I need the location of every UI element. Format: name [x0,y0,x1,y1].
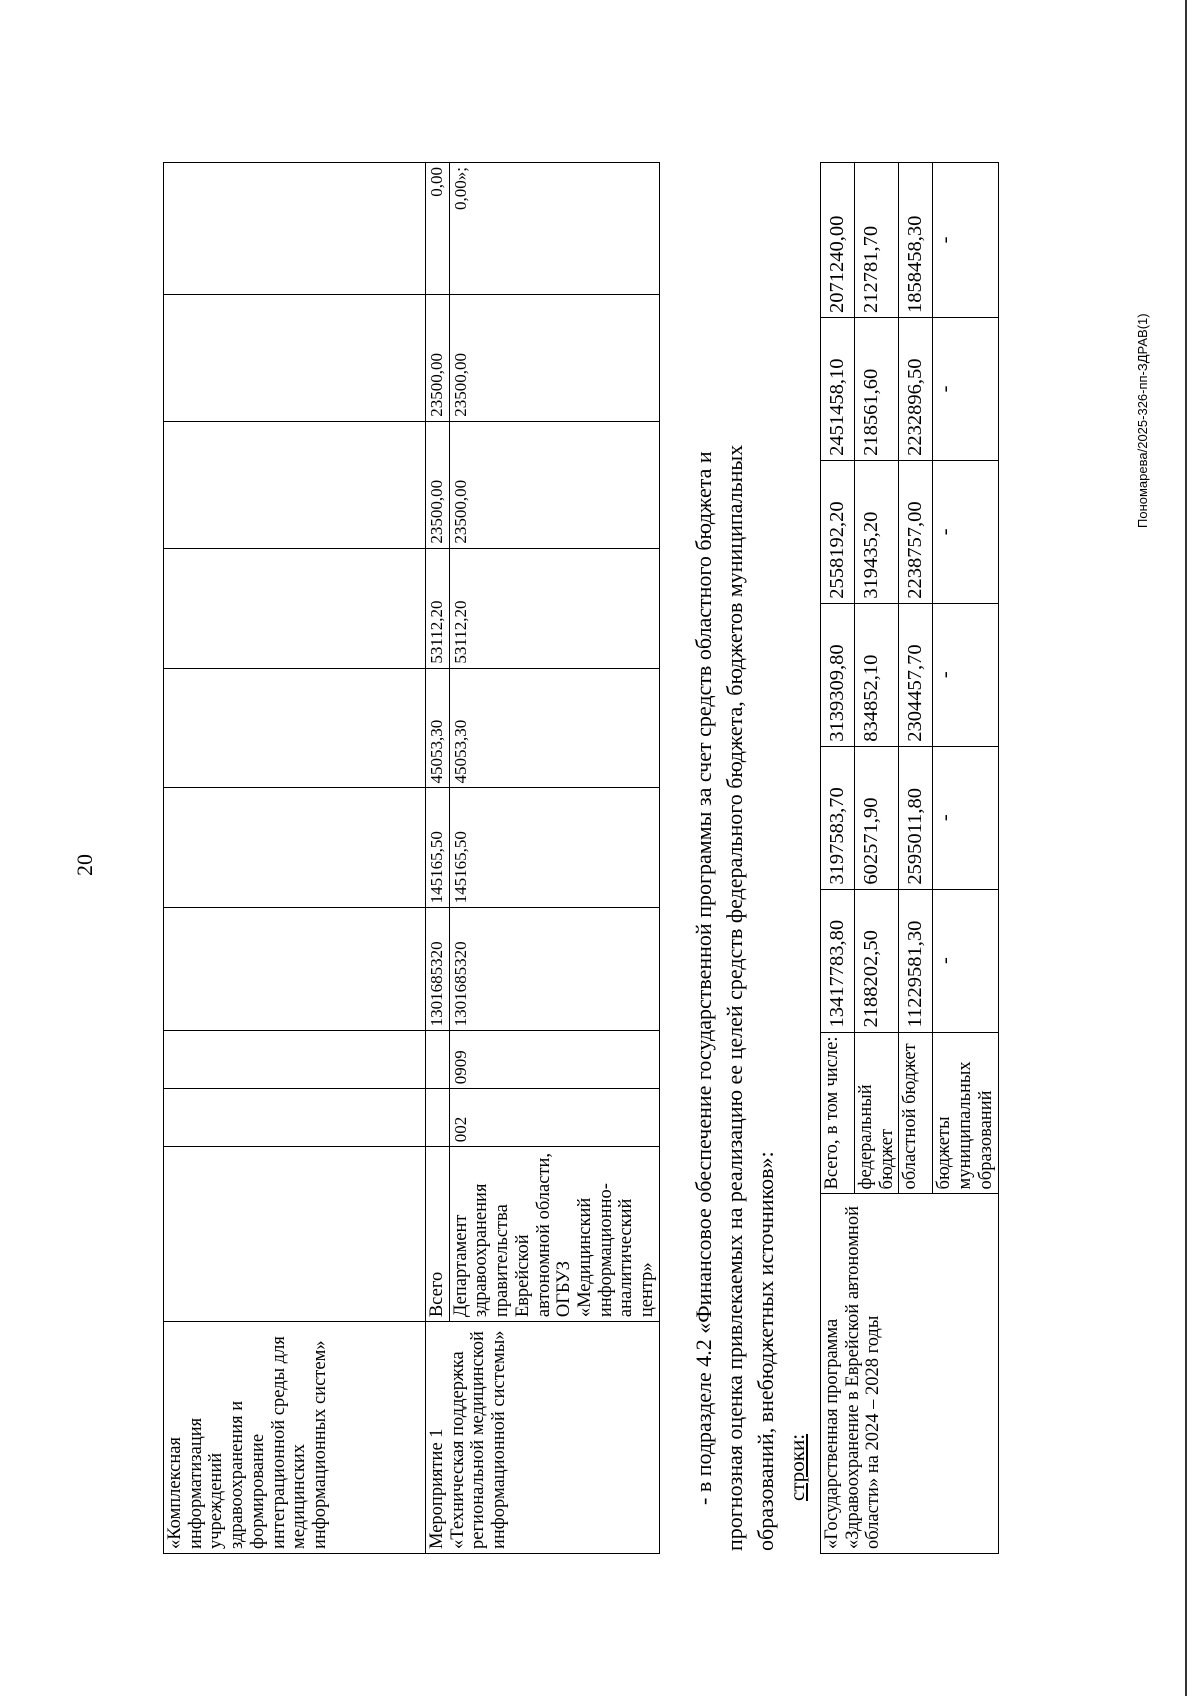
page-number: 20 [72,854,97,876]
value-cell: 145165,50 [426,788,450,908]
rzpr-cell: 0909 [449,1031,659,1089]
value-cell: 23500,00 [449,421,659,548]
value-cell: 212781,70 [854,163,898,318]
value-cell: 23500,00 [426,294,450,421]
value-cell: 145165,50 [449,788,659,908]
paragraph-line: образований, внебюджетных источников»: [753,1151,778,1551]
executor-cell: Департамент здравоохранения правительства Еврейской автономной области, ОГБУЗ «Медицинский информационно-аналитический центр» [449,1147,659,1322]
value-cell: 53112,20 [449,548,659,668]
value-cell: 23500,00 [426,421,450,548]
value-cell: 2595011,80 [899,746,933,889]
value-cell: 2071240,00 [821,163,855,318]
value-cell: - [933,460,998,603]
table-row [164,163,426,1554]
table-row [426,163,450,1554]
value-cell: 13417783,80 [821,889,855,1032]
program-name-cell: «Государственная программа «Здравоохранение в Еврейской автономной области» на 2024 – 2028 годы [821,1194,999,1554]
csr-cell: 1301685320 [449,908,659,1031]
row-label-cell: областной бюджет [899,1032,933,1194]
rows-label: строки: [785,1433,809,1501]
value-cell: 2232896,50 [899,317,933,460]
value-cell: 2304457,70 [899,603,933,746]
value-cell: 53112,20 [426,548,450,668]
top-table [163,162,660,1554]
value-cell: 0,00 [426,163,450,295]
value-cell: 218561,60 [854,317,898,460]
value-cell: 2558192,20 [821,460,855,603]
value-cell: 2238757,00 [899,460,933,603]
row-label-cell: федеральный бюджет [854,1032,898,1194]
value-cell: 0,00»; [449,163,659,295]
value-cell: 3197583,70 [821,746,855,889]
value-cell: - [933,603,998,746]
row-label-cell: бюджеты муниципальных образований [933,1032,998,1194]
value-cell: 602571,90 [854,746,898,889]
value-cell: 3139309,80 [821,603,855,746]
value-cell: - [933,889,998,1032]
value-cell: 2451458,10 [821,317,855,460]
total-label-cell: Всего [426,1147,450,1322]
table-row [821,163,855,1554]
document-footer: Пономарева/2025-326-пп-ЗДРАВ(1) [1135,313,1150,528]
value-cell: 1858458,30 [899,163,933,318]
value-cell: 45053,30 [426,668,450,788]
paragraph-line: - в подразделе 4.2 «Финансовое обеспечение государственной программы за счет средств областного бюджета и [691,451,716,1505]
measure-name-cell: Мероприятие 1 «Техническая поддержка региональной медицинской информационной системы» [426,1322,660,1554]
row-label-cell: Всего, в том числе: [821,1032,855,1194]
value-cell: - [933,746,998,889]
value-cell: - [933,317,998,460]
value-cell: 1301685320 [426,908,450,1031]
grbs-cell: 002 [449,1089,659,1147]
financing-table [820,162,999,1554]
value-cell: 23500,00 [449,294,659,421]
amendment-paragraph [688,159,781,1551]
value-cell: 2188202,50 [854,889,898,1032]
value-cell: 11229581,30 [899,889,933,1032]
subprogram-name-cell: «Комплексная информатизация учреждений здравоохранения и формирование интеграционной среды для медицинских информационных систем» [164,1322,426,1554]
value-cell: 834852,10 [854,603,898,746]
paragraph-line: прогнозная оценка привлекаемых на реализацию ее целей средств федерального бюджета, бюджетов муниципальных [722,444,747,1551]
value-cell: - [933,163,998,318]
value-cell: 319435,20 [854,460,898,603]
value-cell: 45053,30 [449,668,659,788]
scan-edge-line [1185,0,1187,1696]
